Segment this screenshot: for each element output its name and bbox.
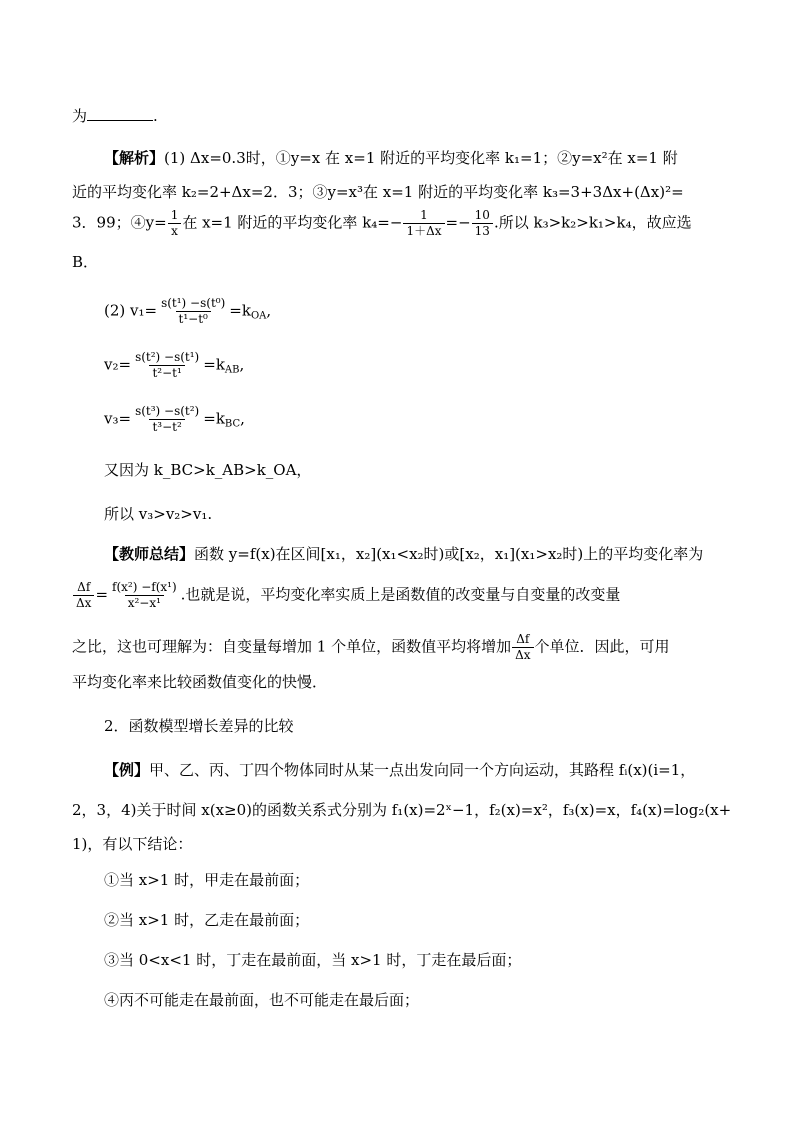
den: t²−t¹ (149, 365, 184, 381)
analysis-line-4 (72, 252, 98, 272)
conclusion-4 (104, 990, 419, 1010)
text: 个单位．因此，可用 (534, 637, 670, 656)
analysis-tag: 【解析】 (104, 149, 165, 167)
answer-blank (87, 106, 153, 121)
subscript: AB (224, 364, 240, 376)
text: 近的平均变化率 k₂=2+Δx=2．3；③y=x³在 x=1 附近的平均变化率 k₃=3+3Δx+(Δx)²= (72, 183, 684, 201)
example-line-1 (104, 760, 695, 780)
num: f(x²) −f(x¹) (112, 580, 177, 594)
den: x (168, 223, 181, 239)
fraction-v1 (158, 296, 228, 327)
conclusion-3 (104, 950, 521, 970)
v1-line: (2) v₁= $\frac{\text{s(t¹) −s(t⁰)}}{\text{t¹−t⁰}}$ $=k_{OA}$, (104, 296, 272, 326)
num: 10 (474, 208, 490, 222)
analysis-line-3 (72, 208, 692, 239)
fraction-10-13 (472, 208, 493, 239)
den: Δx (73, 595, 94, 611)
text: 2．函数模型增长差异的比较 (104, 717, 294, 735)
line-10 (104, 504, 212, 524)
section-2-heading (104, 716, 294, 736)
text: =k (229, 301, 251, 320)
conclusion-1 (104, 870, 309, 890)
example-tag: 【例】 (104, 761, 150, 779)
fraction-fx-diff (109, 580, 180, 611)
num: s(t²) −s(t¹) (135, 350, 200, 364)
teacher-summary-line-1 (104, 544, 703, 564)
num: 1 (170, 208, 179, 222)
text: =− (445, 213, 471, 232)
fraction-v2 (132, 350, 202, 381)
subscript: BC (224, 418, 241, 430)
text: ①当 x>1 时，甲走在最前面； (104, 871, 310, 889)
den: 13 (472, 223, 493, 239)
text: 2，3，4)关于时间 x(x≥0)的函数关系式分别为 f₁(x)=2ˣ−1，f₂(x)=x²，f₃(x)=x，f₄(x)=log₂(x+ (72, 801, 732, 819)
text: 函数 y=f(x)在区间[x₁，x₂](x₁<x₂时)或[x₂，x₁](x₁>x₂时)上的平均变化率为 (194, 545, 704, 563)
den: Δx (512, 647, 533, 663)
fraction-1-over-x (168, 208, 182, 239)
subscript: OA (250, 310, 267, 322)
conclusion-2 (104, 910, 309, 930)
text: 所以 v₃>v₂>v₁. (104, 505, 213, 523)
text: 之比，这也可理解为：自变量每增加 1 个单位，函数值平均将增加 (72, 637, 512, 656)
text: 在 x=1 附近的平均变化率 k₄=− (182, 213, 403, 232)
line-1 (72, 106, 158, 126)
text: 1)，有以下结论： (72, 835, 193, 853)
analysis-line-1 (104, 148, 678, 168)
text: ④丙不可能走在最前面，也不可能走在最后面； (104, 991, 420, 1009)
num: 1 (420, 208, 428, 222)
text: =k (203, 355, 225, 374)
line-9 (104, 460, 311, 480)
analysis-line-2 (72, 182, 684, 202)
text: 3．99；④y= (72, 213, 167, 232)
text: ②当 x>1 时，乙走在最前面； (104, 911, 310, 929)
teacher-summary-line-3 (72, 632, 670, 663)
text: . (153, 107, 158, 125)
fraction-df-dx (73, 580, 94, 611)
teacher-summary-line-4 (72, 672, 327, 692)
text: 又因为 k_BC>k_AB>k_OA， (104, 461, 312, 479)
text: = (95, 585, 109, 604)
text: ③当 0<x<1 时，丁走在最前面，当 x>1 时，丁走在最后面； (104, 951, 522, 969)
teacher-tag: 【教师总结】 (104, 545, 195, 563)
teacher-summary-line-2 (72, 580, 620, 611)
fraction-df-dx-2 (512, 632, 533, 663)
den: 1＋Δx (403, 223, 444, 239)
text: v₃= (104, 409, 132, 428)
v3-line: v₃= $\frac{\text{s(t³) −s(t²)}}{\text{t³−t²}}$ $=k_{BC}$, (104, 404, 245, 434)
text: (1) Δx=0.3时，①y=x 在 x=1 附近的平均变化率 k₁=1；②y=x²在 x=1 附 (164, 149, 678, 167)
text: v₂= (104, 355, 132, 374)
text: 平均变化率来比较函数值变化的快慢． (72, 673, 328, 691)
den: t³−t² (149, 419, 184, 435)
num: Δf (516, 632, 530, 646)
num: s(t³) −s(t²) (135, 404, 200, 418)
v2-line: v₂= $\frac{\text{s(t²) −s(t¹)}}{\text{t²−t¹}}$ $=k_{AB}$, (104, 350, 245, 380)
text: B． (72, 253, 99, 271)
den: t¹−t⁰ (176, 311, 211, 327)
num: s(t¹) −s(t⁰) (161, 296, 226, 310)
example-line-3 (72, 834, 192, 854)
den: x²−x¹ (125, 595, 164, 611)
example-line-2 (72, 800, 731, 820)
fraction-1-over-1dx (403, 208, 444, 239)
num: Δf (77, 580, 91, 594)
text: (2) v₁= (104, 301, 158, 320)
text: .所以 k₃>k₂>k₁>k₄，故应选 (493, 213, 692, 232)
fraction-v3 (132, 404, 202, 435)
text: =k (203, 409, 225, 428)
text: 甲、乙、丙、丁四个物体同时从某一点出发向同一个方向运动，其路程 fᵢ(x)(i=1， (149, 761, 696, 779)
text: .也就是说，平均变化率实质上是函数值的改变量与自变量的改变量 (180, 585, 621, 604)
text: 为 (72, 107, 88, 125)
